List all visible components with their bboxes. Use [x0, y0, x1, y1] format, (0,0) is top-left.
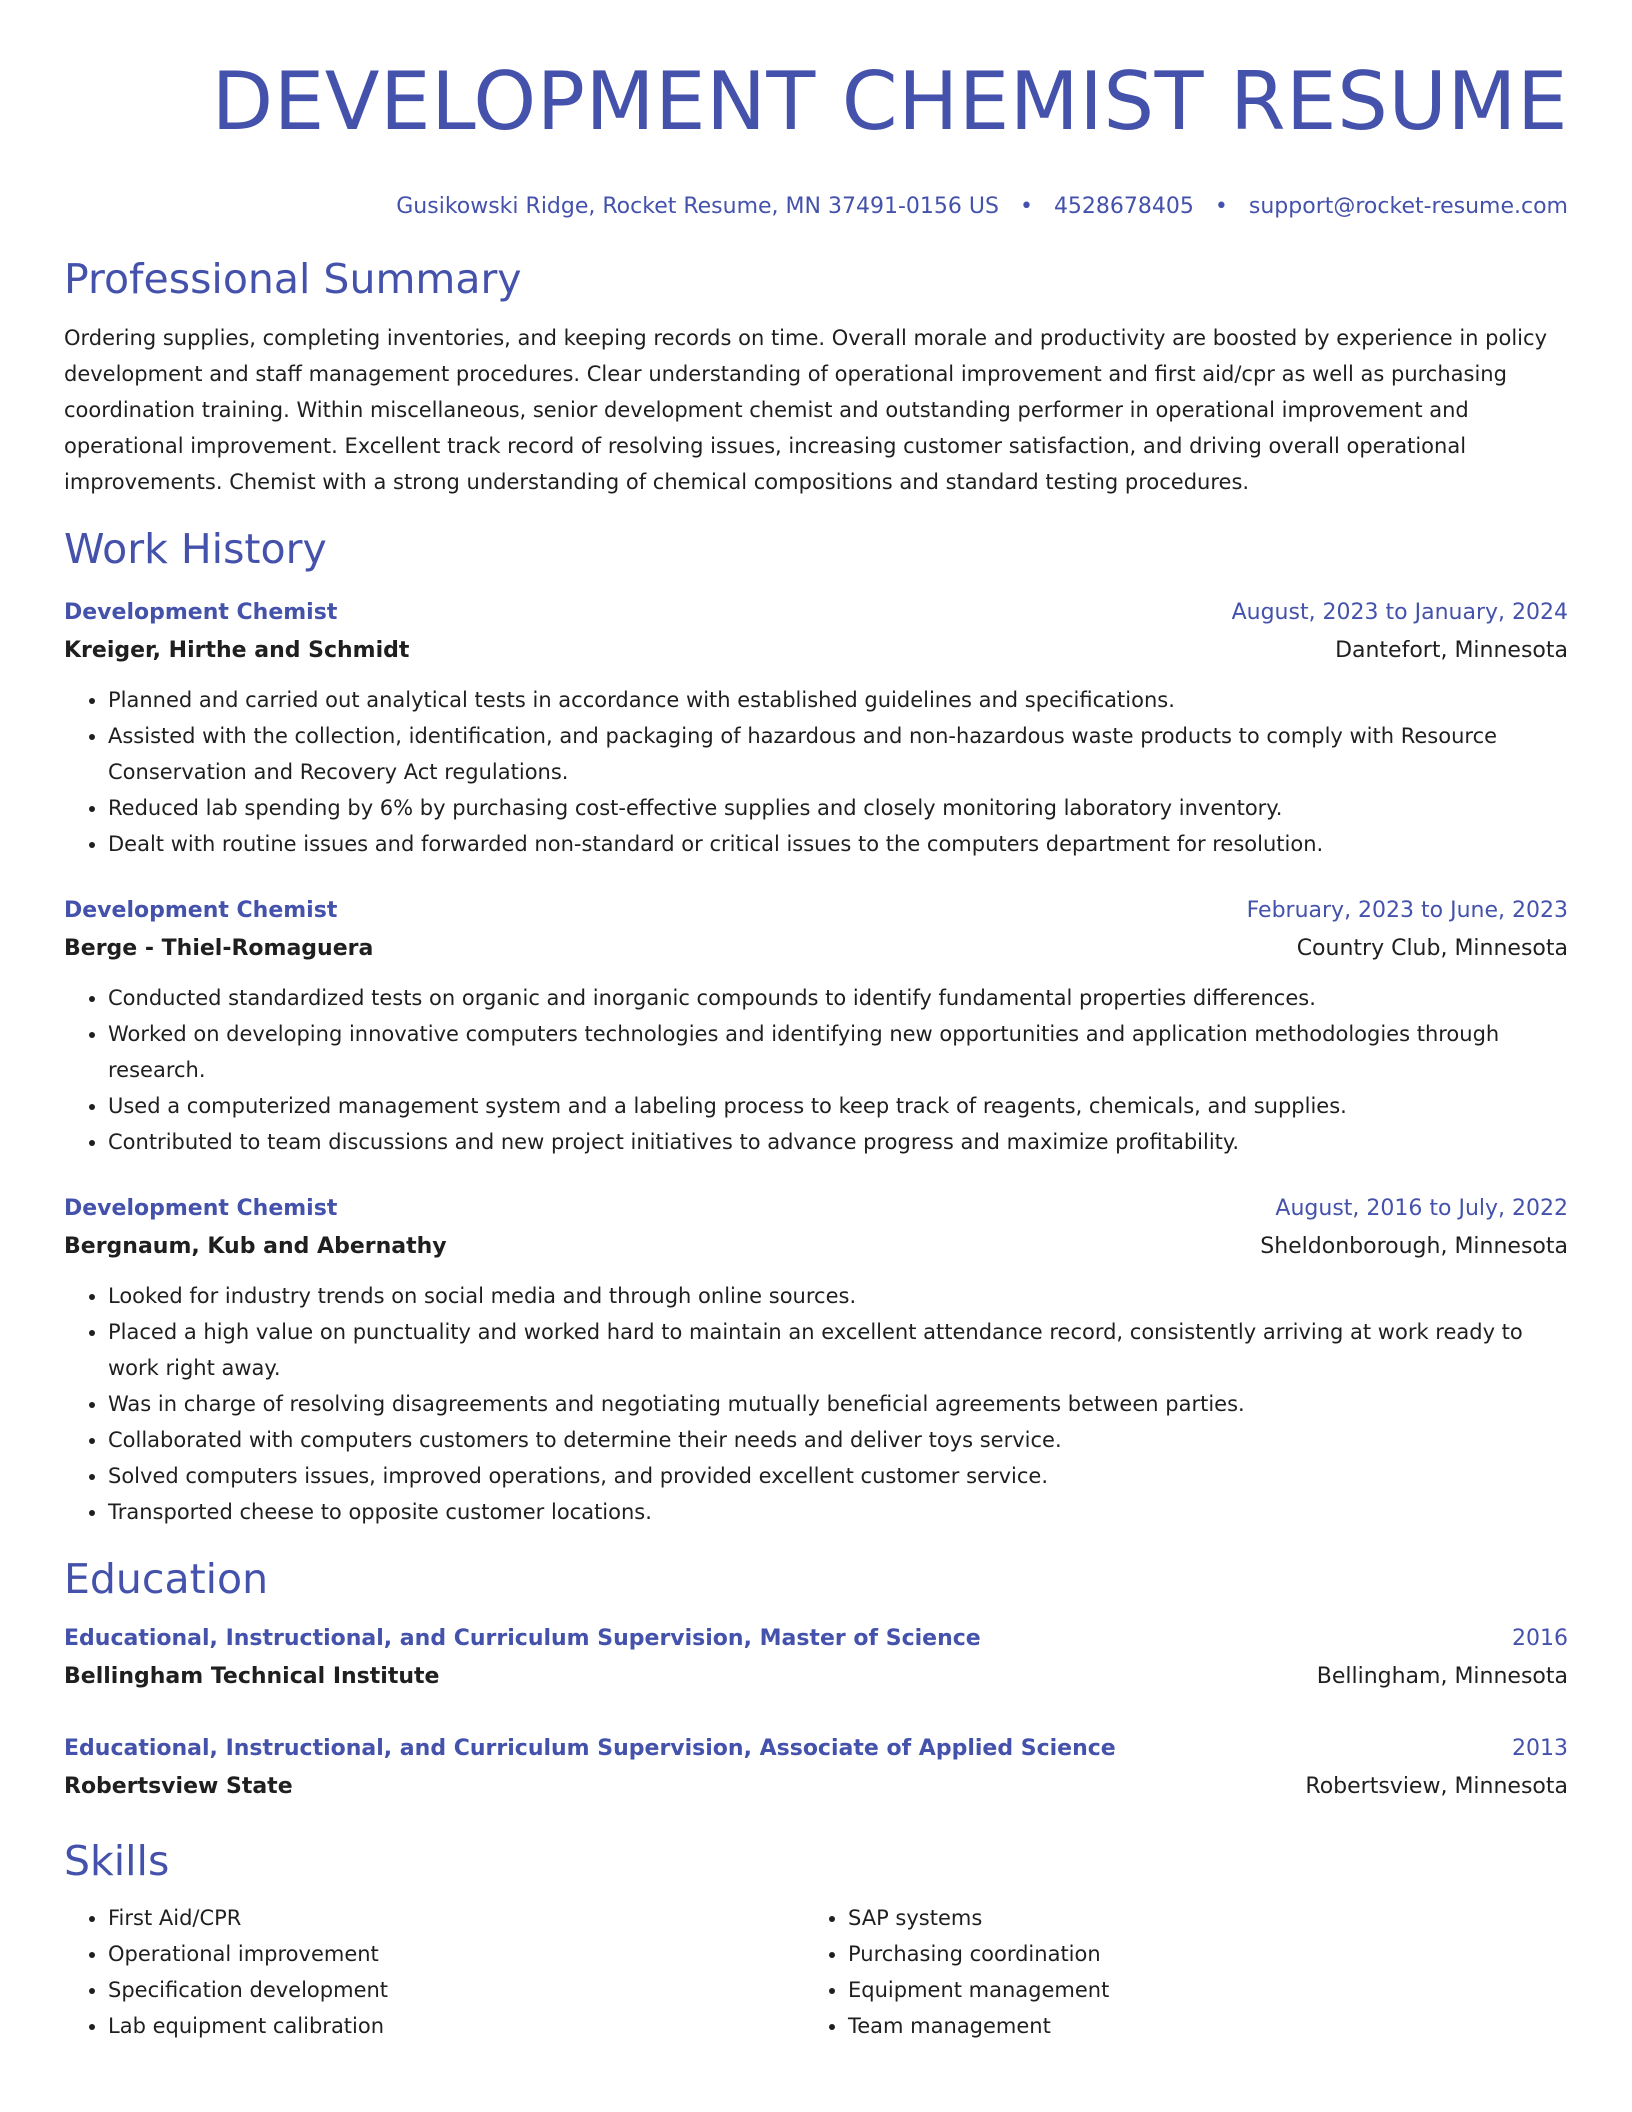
job-bullet: • Transported cheese to opposite customer locations.	[108, 1494, 1568, 1530]
job-company: Kreiger, Hirthe and Schmidt	[64, 638, 410, 663]
education-year: 2016	[1512, 1626, 1568, 1651]
education-location: Bellingham, Minnesota	[1316, 1664, 1568, 1689]
education-degree: Educational, Instructional, and Curriculum Supervision, Associate of Applied Science	[64, 1736, 1116, 1761]
education-location: Robertsview, Minnesota	[1305, 1774, 1568, 1799]
job-company: Bergnaum, Kub and Abernathy	[64, 1234, 447, 1259]
skill-item: • Lab equipment calibration	[108, 2008, 804, 2044]
job-bullet: • Solved computers issues, improved operations, and provided excellent customer service.	[108, 1458, 1568, 1494]
education-entry	[64, 1730, 1568, 1806]
job-dates: February, 2023 to June, 2023	[1246, 898, 1568, 923]
skill-item: • Purchasing coordination	[848, 1936, 1544, 1972]
summary-heading: Professional Summary	[64, 255, 522, 303]
education-heading: Education	[64, 1555, 269, 1603]
summary-text: Ordering supplies, completing inventories, and keeping records on time. Overall morale and productivity are boosted by experience in policy development and staff management procedures. Clear understanding of operational improvement and first aid/cpr as well as purchasing coordination training. Within miscellaneous, senior development chemist and outstanding performer in operational improvement and operational improvement. Excellent track record of resolving issues, increasing customer satisfaction, and driving overall operational improvements. Chemist with a strong understanding of chemical compositions and standard testing procedures.	[64, 326, 1547, 494]
job-entry	[64, 892, 1568, 1160]
education-school: Robertsview State	[64, 1774, 293, 1799]
skill-item: • Team management	[848, 2008, 1544, 2044]
job-entry	[64, 1190, 1568, 1530]
education-entry	[64, 1620, 1568, 1696]
job-bullet: • Worked on developing innovative computers technologies and identifying new opportunities and application methodologies through research.	[108, 1016, 1568, 1088]
skill-item: • SAP systems	[848, 1900, 1544, 1936]
job-dates: August, 2016 to July, 2022	[1275, 1196, 1568, 1221]
job-bullet: • Placed a high value on punctuality and worked hard to maintain an excellent attendance record, consistently arriving at work ready to work right away.	[108, 1314, 1568, 1386]
job-bullet: • Planned and carried out analytical tests in accordance with established guidelines and specifications.	[108, 682, 1568, 718]
skill-item: • Specification development	[108, 1972, 804, 2008]
job-company: Berge - Thiel-Romaguera	[64, 936, 374, 961]
contact-separator: •	[1019, 194, 1033, 219]
job-bullets	[64, 1278, 1568, 1530]
job-bullet: • Used a computerized management system and a labeling process to keep track of reagents, chemicals, and supplies.	[108, 1088, 1568, 1124]
job-dates: August, 2023 to January, 2024	[1231, 600, 1568, 625]
skills-right-list	[804, 1900, 1544, 2044]
contact-phone: 4528678405	[1053, 194, 1194, 219]
contact-separator: •	[1214, 194, 1228, 219]
education-year: 2013	[1512, 1736, 1568, 1761]
job-location: Country Club, Minnesota	[1296, 936, 1568, 961]
contact-line	[64, 192, 1568, 222]
job-bullet: • Assisted with the collection, identification, and packaging of hazardous and non-hazardous waste products to comply with Resource Conservation and Recovery Act regulations.	[108, 718, 1568, 790]
contact-address: Gusikowski Ridge, Rocket Resume, MN 37491-0156 US	[396, 194, 999, 219]
job-entry	[64, 594, 1568, 862]
job-bullet: • Conducted standardized tests on organic and inorganic compounds to identify fundamental properties differences.	[108, 980, 1568, 1016]
job-bullet: • Collaborated with computers customers to determine their needs and deliver toys service.	[108, 1422, 1568, 1458]
job-bullet: • Reduced lab spending by 6% by purchasing cost-effective supplies and closely monitoring laboratory inventory.	[108, 790, 1568, 826]
skills-heading: Skills	[64, 1837, 170, 1885]
work-history-heading: Work History	[64, 525, 327, 573]
resume-header	[64, 52, 1568, 222]
job-role: Development Chemist	[64, 600, 338, 625]
job-bullets	[64, 682, 1568, 862]
skills-columns	[64, 1900, 1568, 2044]
skill-item: • Equipment management	[848, 1972, 1544, 2008]
job-bullet: • Contributed to team discussions and new project initiatives to advance progress and maximize profitability.	[108, 1124, 1568, 1160]
resume-title: DEVELOPMENT CHEMIST RESUME	[211, 55, 1568, 148]
skill-item: • Operational improvement	[108, 1936, 804, 1972]
job-bullets	[64, 980, 1568, 1160]
education-school: Bellingham Technical Institute	[64, 1664, 440, 1689]
job-role: Development Chemist	[64, 898, 338, 923]
skills-left-list	[64, 1900, 804, 2044]
job-location: Sheldonborough, Minnesota	[1260, 1234, 1568, 1259]
contact-email: support@rocket-resume.com	[1248, 194, 1568, 219]
job-bullet: • Dealt with routine issues and forwarded non-standard or critical issues to the computers department for resolution.	[108, 826, 1568, 862]
education-degree: Educational, Instructional, and Curriculum Supervision, Master of Science	[64, 1626, 981, 1651]
job-bullet: • Was in charge of resolving disagreements and negotiating mutually beneficial agreements between parties.	[108, 1386, 1568, 1422]
job-role: Development Chemist	[64, 1196, 338, 1221]
skill-item: • First Aid/CPR	[108, 1900, 804, 1936]
job-location: Dantefort, Minnesota	[1335, 638, 1568, 663]
job-bullet: • Looked for industry trends on social media and through online sources.	[108, 1278, 1568, 1314]
